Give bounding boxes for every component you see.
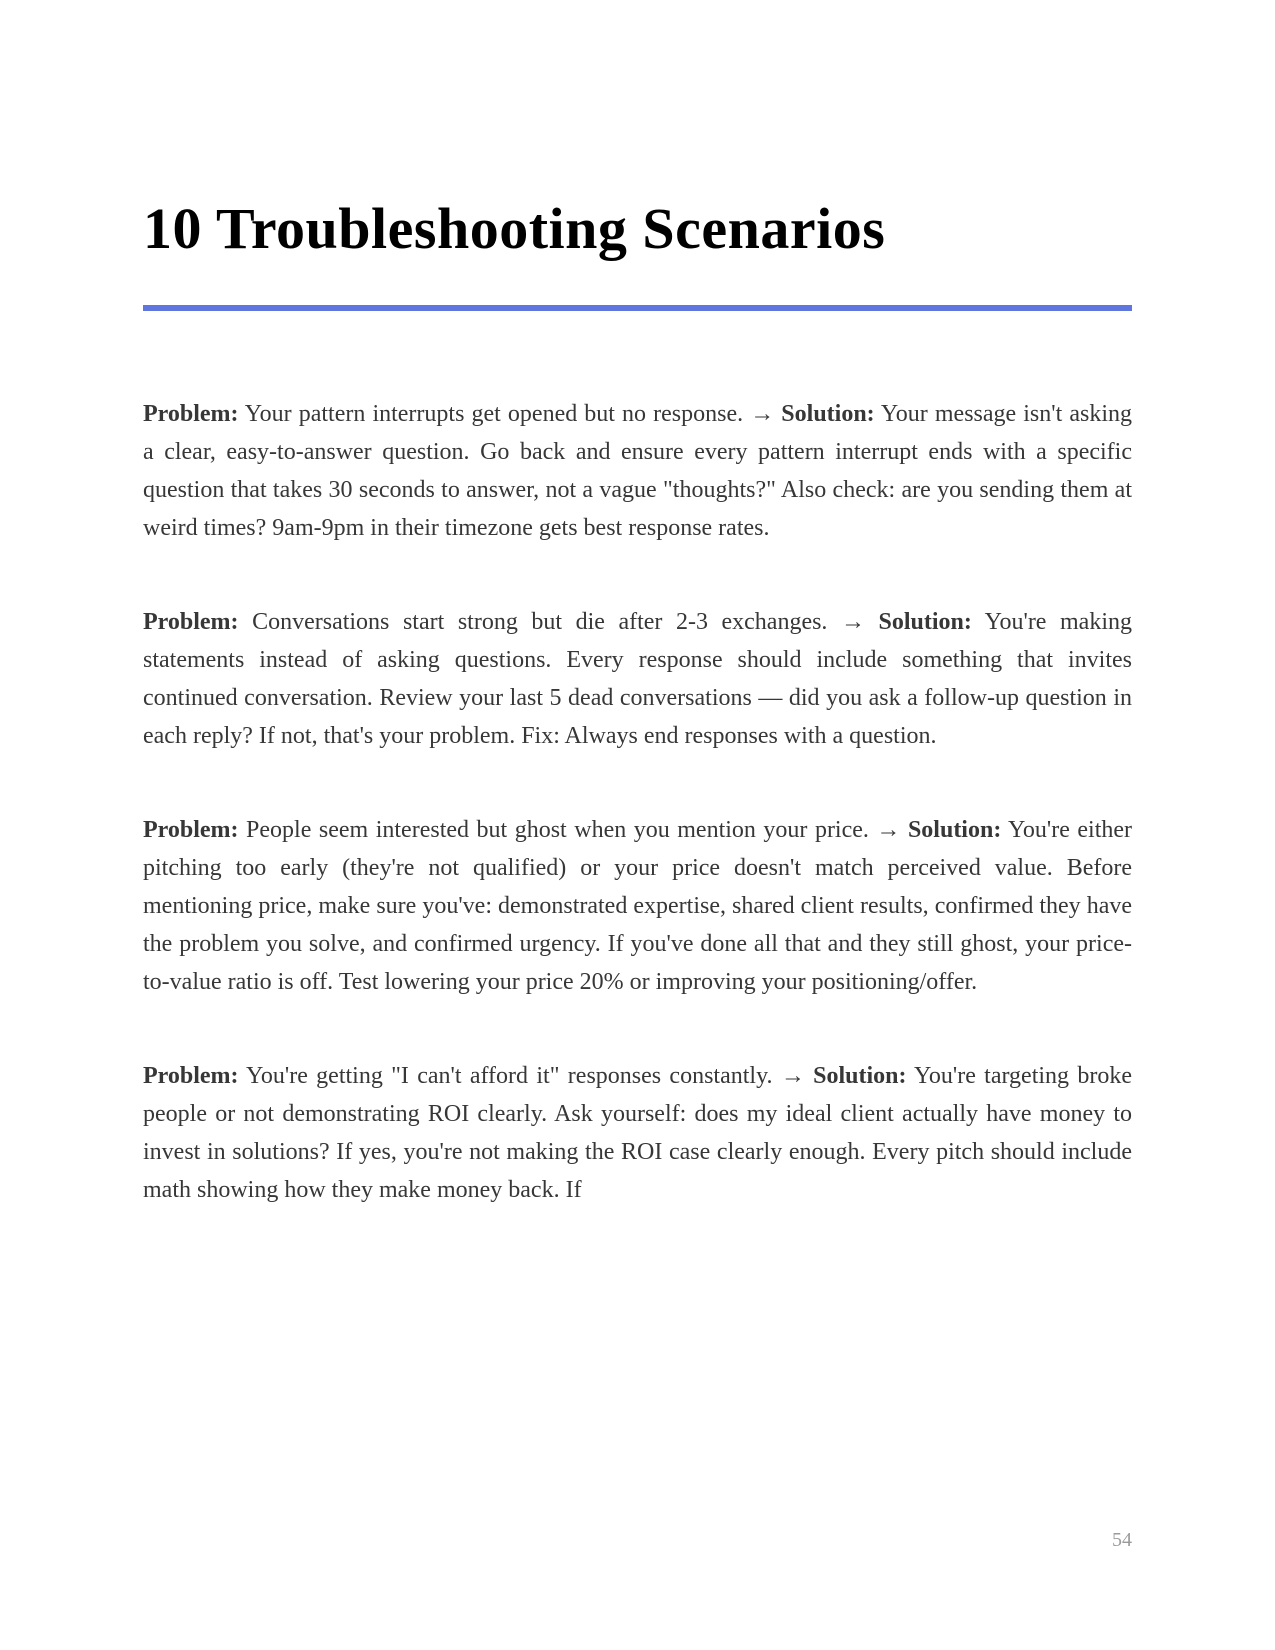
paragraph-bold-text: Solution: [781,400,875,427]
paragraph-text: You're targeting broke people or not demonstrating ROI clearly. Ask yourself: does my ideal client actually have money to invest in solutions? If yes, you're not making the ROI case clearly enough. Every pitch should include math showing how they make money back. If [143,1062,1132,1203]
paragraph-text: You're getting "I can't afford it" responses constantly. → [238,1062,814,1089]
paragraph-bold-text: Solution: [878,608,972,635]
paragraph-text: People seem interested but ghost when you mention your price. → [238,816,908,843]
paragraph-bold-text: Solution: [813,1062,907,1089]
paragraph-text: You're making statements instead of asking questions. Every response should include something that invites continued conversation. Review your last 5 dead conversations — did you ask a follow-up question in each reply? If not, that's your problem. Fix: Always end responses with a question. [143,608,1132,749]
paragraph [143,1057,1132,1209]
paragraph-list [143,395,1132,1209]
paragraph-bold-text: Solution: [907,816,1002,843]
page-number: 54 [1112,1529,1132,1551]
paragraph-text: Your message isn't asking a clear, easy-to-answer question. Go back and ensure every pattern interrupt ends with a specific question that takes 30 seconds to answer, not a vague "thoughts?" Also check: are you sending them at weird times? 9am-9pm in their timezone gets best response rates. [143,400,1133,541]
paragraph-bold-text: Problem: [143,816,239,843]
paragraph [143,811,1132,1001]
paragraph-bold-text: Problem: [143,400,239,427]
paragraph-text: Conversations start strong but die after 2-3 exchanges. → [238,608,879,635]
page-title: 10 Troubleshooting Scenarios [143,196,886,261]
paragraph-text: You're either pitching too early (they're not qualified) or your price doesn't match perceived value. Before mentioning price, make sure you've: demonstrated expertise, shared client results, confirmed they have the problem you solve, and confirmed urgency. If you've done all that and they still ghost, your price-to-value ratio is off. Test lowering your price 20% or improving your positioning/offer. [143,816,1133,995]
paragraph-bold-text: Problem: [143,608,239,635]
paragraph-bold-text: Problem: [143,1062,239,1089]
title-divider-rule [143,305,1132,311]
paragraph [143,395,1132,547]
paragraph-text: Your pattern interrupts get opened but no response. → [238,400,782,427]
paragraph [143,603,1132,755]
